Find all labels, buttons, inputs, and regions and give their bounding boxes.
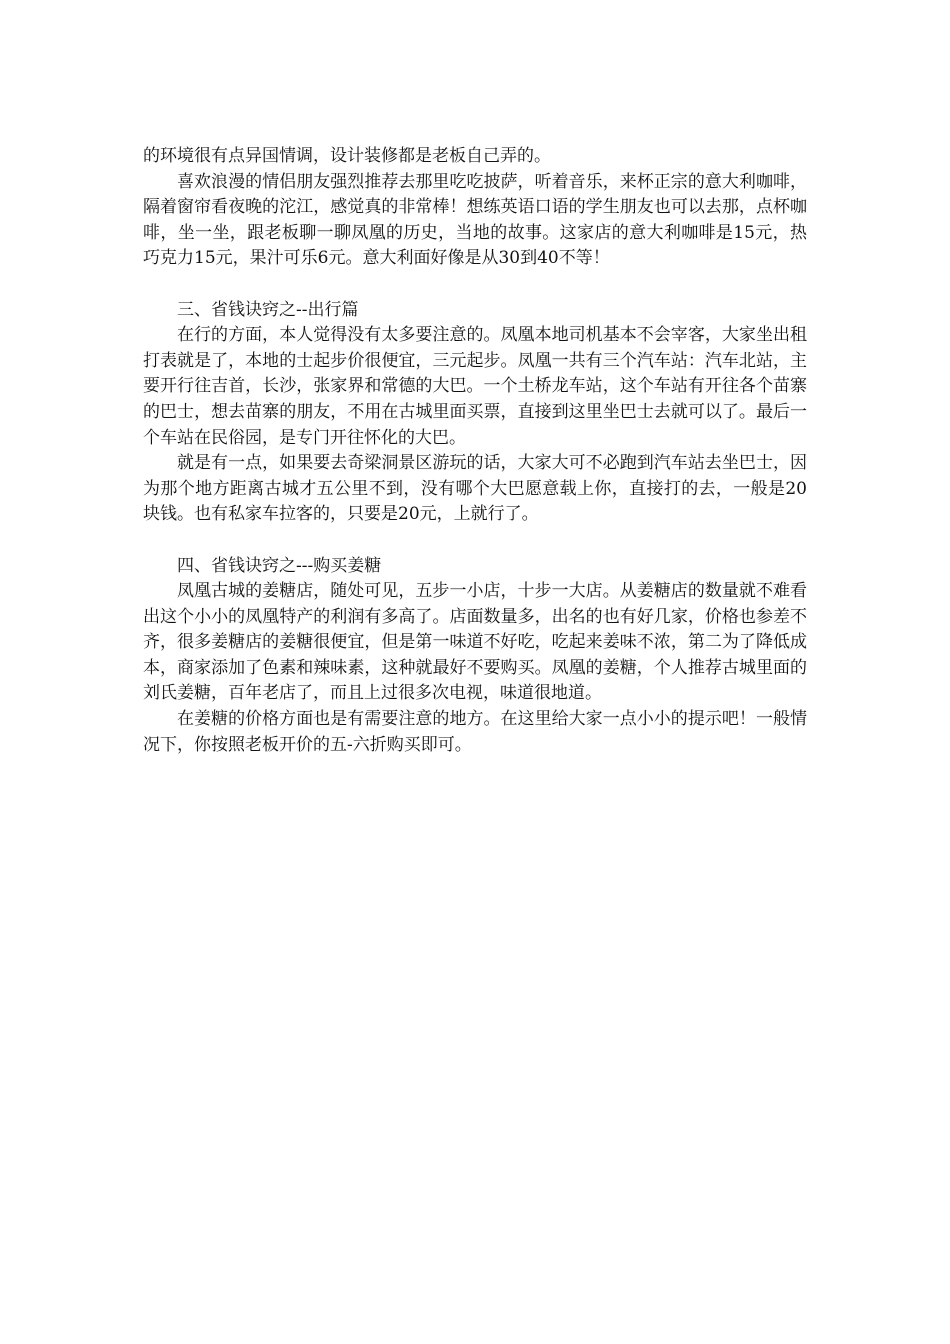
paragraph-cafe: 喜欢浪漫的情侣朋友强烈推荐去那里吃吃披萨，听着音乐，来杯正宗的意大利咖啡，隔着窗帘看夜晚的沱江，感觉真的非常棒！想练英语口语的学生朋友也可以去那，点杯咖啡，坐一坐，跟老板聊一聊凤凰的历史，当地的故事。这家店的意大利咖啡是15元，热巧克力15元，果汁可乐6元。意大利面好像是从30到40不等！ xyxy=(143,171,807,269)
document-body xyxy=(143,144,807,758)
blank-line xyxy=(143,272,807,298)
paragraph-ginger-price: 在姜糖的价格方面也是有需要注意的地方。在这里给大家一点小小的提示吧！一般情况下，你按照老板开价的五-六折购买即可。 xyxy=(143,709,807,755)
paragraph-travel: 在行的方面，本人觉得没有太多要注意的。凤凰本地司机基本不会宰客，大家坐出租打表就是了，本地的士起步价很便宜，三元起步。凤凰一共有三个汽车站：汽车北站，主要开行往吉首，长沙，张家界和常德的大巴。一个土桥龙车站，这个车站有开往各个苗寨的巴士，想去苗寨的朋友，不用在古城里面买票，直接到这里坐巴士去就可以了。最后一个车站在民俗园，是专门开往怀化的大巴。 xyxy=(143,325,807,448)
paragraph-ginger-candy: 凤凰古城的姜糖店，随处可见，五步一小店，十步一大店。从姜糖店的数量就不难看出这个小小的凤凰特产的利润有多高了。店面数量多，出名的也有好几家，价格也参差不齐，很多姜糖店的姜糖很便宜，但是第一味道不好吃，吃起来姜味不浓，第二为了降低成本，商家添加了色素和辣味素，这种就最好不要购买。凤凰的姜糖，个人推荐古城里面的刘氏姜糖，百年老店了，而且上过很多次电视，味道很地道。 xyxy=(143,581,807,704)
section-heading-travel: 三、省钱诀窍之--出行篇 xyxy=(177,299,359,320)
paragraph-qiliang-cave: 就是有一点，如果要去奇梁洞景区游玩的话，大家大可不必跑到汽车站去坐巴士，因为那个地方距离古城才五公里不到，没有哪个大巴愿意载上你，直接打的去，一般是20块钱。也有私家车拉客的，只要是20元，上就行了。 xyxy=(143,453,807,525)
paragraph-intro: 的环境很有点异国情调，设计装修都是老板自己弄的。 xyxy=(143,146,551,166)
section-heading-ginger-candy: 四、省钱诀窍之---购买姜糖 xyxy=(177,555,382,576)
blank-line xyxy=(143,528,807,554)
